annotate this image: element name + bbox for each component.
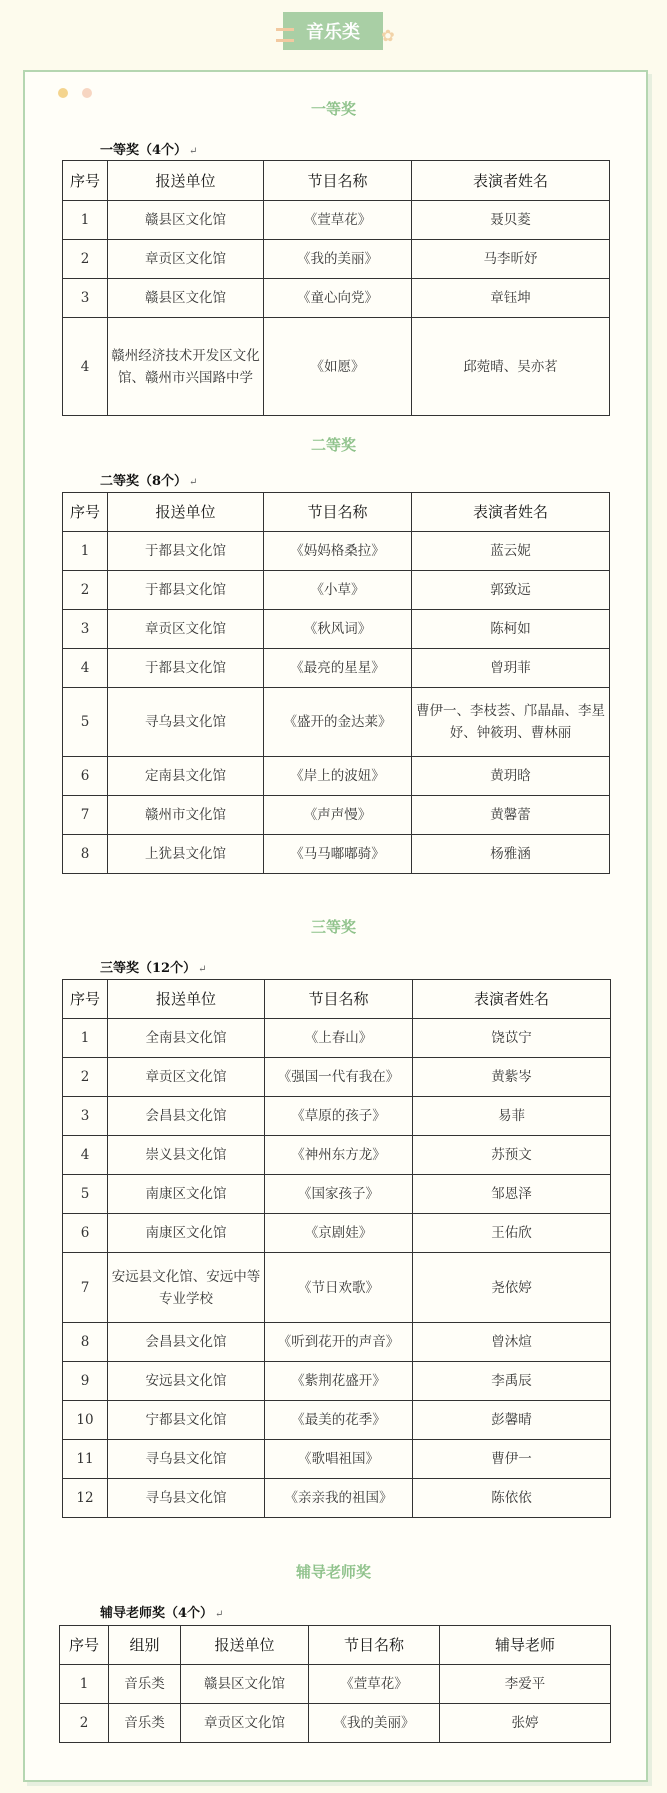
table-cell: 6 bbox=[63, 757, 108, 796]
table-cell: 王佑欣 bbox=[413, 1214, 611, 1253]
table-cell: 定南县文化馆 bbox=[108, 757, 264, 796]
table-cell: 赣州市文化馆 bbox=[108, 796, 264, 835]
subtitle-first: 一等奖（4个） ↵ bbox=[100, 143, 198, 158]
table-cell: 南康区文化馆 bbox=[108, 1175, 265, 1214]
table-header-row bbox=[63, 493, 610, 532]
table-cell: 安远县文化馆、安远中等专业学校 bbox=[108, 1253, 265, 1323]
table-cell: 7 bbox=[63, 1253, 108, 1323]
column-header: 序号 bbox=[63, 493, 108, 532]
column-header: 表演者姓名 bbox=[412, 161, 610, 201]
table-cell: 宁都县文化馆 bbox=[108, 1401, 265, 1440]
table-cell: 寻乌县文化馆 bbox=[108, 688, 264, 757]
table-cell: 黄玥晗 bbox=[412, 757, 610, 796]
table-cell: 《京剧娃》 bbox=[265, 1214, 413, 1253]
table-cell: 音乐类 bbox=[109, 1665, 181, 1704]
table-cell: 3 bbox=[63, 610, 108, 649]
column-header: 报送单位 bbox=[108, 493, 264, 532]
subtitle-third-text: 三等奖（12个） bbox=[100, 961, 197, 976]
table-cell: 《我的美丽》 bbox=[309, 1704, 440, 1743]
table-cell: 苏预文 bbox=[413, 1136, 611, 1175]
table-cell: 会昌县文化馆 bbox=[108, 1097, 265, 1136]
table-cell: 《上春山》 bbox=[265, 1019, 413, 1058]
table-cell: 会昌县文化馆 bbox=[108, 1323, 265, 1362]
column-header: 序号 bbox=[60, 1626, 109, 1665]
table-cell: 章贡区文化馆 bbox=[108, 240, 264, 279]
second-prize-table bbox=[62, 492, 610, 874]
table-cell: 《萱草花》 bbox=[309, 1665, 440, 1704]
column-header: 序号 bbox=[63, 980, 108, 1019]
table-cell: 《亲亲我的祖国》 bbox=[265, 1479, 413, 1518]
table-cell: 章钰坤 bbox=[412, 279, 610, 318]
table-cell: 曾玥菲 bbox=[412, 649, 610, 688]
table-row bbox=[63, 240, 610, 279]
table-row bbox=[63, 757, 610, 796]
table-cell: 1 bbox=[63, 201, 108, 240]
table-cell: 邱菀晴、吴亦茗 bbox=[412, 318, 610, 416]
column-header: 节目名称 bbox=[264, 493, 412, 532]
table-cell: 《听到花开的声音》 bbox=[265, 1323, 413, 1362]
table-cell: 1 bbox=[63, 532, 108, 571]
table-header-row bbox=[63, 980, 611, 1019]
table-row bbox=[60, 1704, 611, 1743]
subtitle-second-text: 二等奖（8个） bbox=[100, 474, 188, 489]
table-cell: 《紫荆花盛开》 bbox=[265, 1362, 413, 1401]
table-cell: 崇义县文化馆 bbox=[108, 1136, 265, 1175]
table-cell: 张婷 bbox=[440, 1704, 611, 1743]
table-cell: 赣州经济技术开发区文化馆、赣州市兴国路中学 bbox=[108, 318, 264, 416]
column-header: 节目名称 bbox=[264, 161, 412, 201]
table-header-row bbox=[60, 1626, 611, 1665]
section-title-second: 二等奖 bbox=[310, 436, 356, 454]
column-header: 序号 bbox=[63, 161, 108, 201]
table-cell: 6 bbox=[63, 1214, 108, 1253]
table-cell: 8 bbox=[63, 835, 108, 874]
table-cell: 《歌唱祖国》 bbox=[265, 1440, 413, 1479]
table-cell: 1 bbox=[60, 1665, 109, 1704]
table-row bbox=[63, 1362, 611, 1401]
table-cell: 饶苡宁 bbox=[413, 1019, 611, 1058]
table-row bbox=[60, 1665, 611, 1704]
table-cell: 《我的美丽》 bbox=[264, 240, 412, 279]
third-prize-table bbox=[62, 979, 611, 1518]
table-cell: 《声声慢》 bbox=[264, 796, 412, 835]
table-cell: 马李昕妤 bbox=[412, 240, 610, 279]
table-cell: 寻乌县文化馆 bbox=[108, 1479, 265, 1518]
table-cell: 8 bbox=[63, 1323, 108, 1362]
table-cell: 《萱草花》 bbox=[264, 201, 412, 240]
column-header: 报送单位 bbox=[108, 980, 265, 1019]
table-cell: 李禹辰 bbox=[413, 1362, 611, 1401]
table-cell: 音乐类 bbox=[109, 1704, 181, 1743]
table-row bbox=[63, 201, 610, 240]
table-row bbox=[63, 571, 610, 610]
table-row bbox=[63, 835, 610, 874]
table-row bbox=[63, 688, 610, 757]
section-title-first: 一等奖 bbox=[310, 100, 356, 118]
table-row bbox=[63, 1097, 611, 1136]
table-cell: 2 bbox=[63, 1058, 108, 1097]
table-row bbox=[63, 1253, 611, 1323]
table-cell: 《马马嘟嘟骑》 bbox=[264, 835, 412, 874]
table-cell: 陈柯如 bbox=[412, 610, 610, 649]
table-cell: 章贡区文化馆 bbox=[181, 1704, 309, 1743]
teacher-award-table bbox=[59, 1625, 611, 1743]
table-cell: 邹恩泽 bbox=[413, 1175, 611, 1214]
column-header: 报送单位 bbox=[108, 161, 264, 201]
table-cell: 《草原的孩子》 bbox=[265, 1097, 413, 1136]
table-cell: 12 bbox=[63, 1479, 108, 1518]
category-title-badge bbox=[283, 12, 383, 50]
table-cell: 杨雅涵 bbox=[412, 835, 610, 874]
table-cell: 2 bbox=[63, 571, 108, 610]
table-cell: 易菲 bbox=[413, 1097, 611, 1136]
column-header: 表演者姓名 bbox=[413, 980, 611, 1019]
table-cell: 郭致远 bbox=[412, 571, 610, 610]
table-row bbox=[63, 318, 610, 416]
table-row bbox=[63, 1479, 611, 1518]
table-cell: 赣县区文化馆 bbox=[181, 1665, 309, 1704]
table-cell: 5 bbox=[63, 688, 108, 757]
column-header: 组别 bbox=[109, 1626, 181, 1665]
table-cell: 曹伊一 bbox=[413, 1440, 611, 1479]
subtitle-second: 二等奖（8个） ↵ bbox=[100, 474, 198, 489]
first-prize-table bbox=[62, 160, 610, 416]
column-header: 节目名称 bbox=[265, 980, 413, 1019]
section-title-teacher: 辅导老师奖 bbox=[295, 1563, 371, 1581]
table-row bbox=[63, 1136, 611, 1175]
table-cell: 《童心向党》 bbox=[264, 279, 412, 318]
table-cell: 曹伊一、李枝荟、邝晶晶、李星妤、钟筱玥、曹林丽 bbox=[412, 688, 610, 757]
column-header: 表演者姓名 bbox=[412, 493, 610, 532]
table-row bbox=[63, 1019, 611, 1058]
table-cell: 陈依依 bbox=[413, 1479, 611, 1518]
table-cell: 《如愿》 bbox=[264, 318, 412, 416]
table-cell: 赣县区文化馆 bbox=[108, 279, 264, 318]
table-cell: 于都县文化馆 bbox=[108, 571, 264, 610]
table-cell: 曾沐煊 bbox=[413, 1323, 611, 1362]
table-cell: 上犹县文化馆 bbox=[108, 835, 264, 874]
table-row bbox=[63, 1323, 611, 1362]
subtitle-third: 三等奖（12个） ↵ bbox=[100, 961, 207, 976]
table-row bbox=[63, 1401, 611, 1440]
subtitle-teacher-text: 辅导老师奖（4个） bbox=[100, 1606, 214, 1621]
yellow-dot-decoration bbox=[58, 88, 68, 98]
table-cell: 《最亮的星星》 bbox=[264, 649, 412, 688]
table-cell: 章贡区文化馆 bbox=[108, 1058, 265, 1097]
table-cell: 3 bbox=[63, 279, 108, 318]
pink-dot-decoration bbox=[82, 88, 92, 98]
table-cell: 尧依婷 bbox=[413, 1253, 611, 1323]
table-cell: 寻乌县文化馆 bbox=[108, 1440, 265, 1479]
table-row bbox=[63, 279, 610, 318]
table-cell: 1 bbox=[63, 1019, 108, 1058]
table-cell: 《强国一代有我在》 bbox=[265, 1058, 413, 1097]
table-cell: 彭馨晴 bbox=[413, 1401, 611, 1440]
table-row bbox=[63, 1175, 611, 1214]
table-cell: 4 bbox=[63, 649, 108, 688]
table-row bbox=[63, 532, 610, 571]
table-cell: 11 bbox=[63, 1440, 108, 1479]
table-cell: 《小草》 bbox=[264, 571, 412, 610]
table-cell: 章贡区文化馆 bbox=[108, 610, 264, 649]
section-title-third: 三等奖 bbox=[310, 918, 356, 936]
table-cell: 黄馨蕾 bbox=[412, 796, 610, 835]
table-cell: 10 bbox=[63, 1401, 108, 1440]
table-cell: 《最美的花季》 bbox=[265, 1401, 413, 1440]
table-cell: 《国家孩子》 bbox=[265, 1175, 413, 1214]
table-cell: 9 bbox=[63, 1362, 108, 1401]
subtitle-teacher: 辅导老师奖（4个） ↵ bbox=[100, 1606, 224, 1621]
table-cell: 《岸上的波妞》 bbox=[264, 757, 412, 796]
table-cell: 南康区文化馆 bbox=[108, 1214, 265, 1253]
table-cell: 黄紫岑 bbox=[413, 1058, 611, 1097]
table-cell: 李爱平 bbox=[440, 1665, 611, 1704]
table-header-row bbox=[63, 161, 610, 201]
subtitle-first-text: 一等奖（4个） bbox=[100, 143, 188, 158]
table-cell: 于都县文化馆 bbox=[108, 532, 264, 571]
table-cell: 3 bbox=[63, 1097, 108, 1136]
category-title: 音乐类 bbox=[306, 22, 360, 43]
table-row bbox=[63, 1214, 611, 1253]
flower-decoration-icon: ✿ bbox=[381, 26, 395, 45]
table-row bbox=[63, 796, 610, 835]
table-cell: 5 bbox=[63, 1175, 108, 1214]
table-cell: 2 bbox=[60, 1704, 109, 1743]
table-cell: 《神州东方龙》 bbox=[265, 1136, 413, 1175]
table-cell: 《盛开的金达莱》 bbox=[264, 688, 412, 757]
table-cell: 安远县文化馆 bbox=[108, 1362, 265, 1401]
stripe-decoration bbox=[276, 28, 294, 42]
table-cell: 《秋风词》 bbox=[264, 610, 412, 649]
table-row bbox=[63, 610, 610, 649]
table-cell: 蓝云妮 bbox=[412, 532, 610, 571]
table-cell: 聂贝菱 bbox=[412, 201, 610, 240]
table-cell: 《妈妈格桑拉》 bbox=[264, 532, 412, 571]
column-header: 辅导老师 bbox=[440, 1626, 611, 1665]
table-row bbox=[63, 1058, 611, 1097]
table-cell: 全南县文化馆 bbox=[108, 1019, 265, 1058]
table-row bbox=[63, 1440, 611, 1479]
table-cell: 4 bbox=[63, 318, 108, 416]
table-cell: 7 bbox=[63, 796, 108, 835]
table-cell: 《节日欢歌》 bbox=[265, 1253, 413, 1323]
table-row bbox=[63, 649, 610, 688]
table-cell: 4 bbox=[63, 1136, 108, 1175]
table-cell: 赣县区文化馆 bbox=[108, 201, 264, 240]
column-header: 报送单位 bbox=[181, 1626, 309, 1665]
table-cell: 2 bbox=[63, 240, 108, 279]
table-cell: 于都县文化馆 bbox=[108, 649, 264, 688]
column-header: 节目名称 bbox=[309, 1626, 440, 1665]
